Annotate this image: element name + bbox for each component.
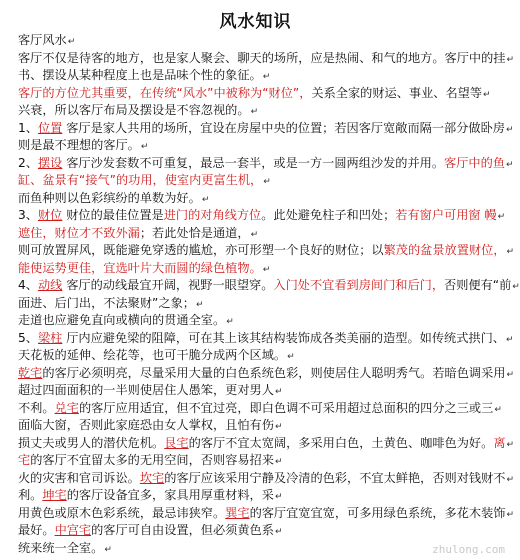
paragraph-mark-icon: ↵ — [506, 54, 515, 65]
body-text: 的客厅应该采用宁静及冷清的色彩，不宜太鲜艳，否则对钱财不 — [164, 470, 506, 485]
paragraph-mark-icon: ↵ — [505, 124, 514, 135]
body-text: 的客厅必须明亮，尽量采用大量的白色系统色彩，则使居住人聪明秀气。若暗色调采用 — [42, 365, 506, 380]
highlight-text: 宅 — [18, 453, 31, 467]
paragraph-mark-icon: ↵ — [505, 159, 514, 170]
text-line — [18, 155, 514, 173]
body-text: 不利。 — [18, 400, 55, 415]
body-text: 面进、后门出，不法聚财”之象； — [18, 295, 195, 310]
highlight-text: 乾宅 — [18, 365, 43, 380]
paragraph-mark-icon: ↵ — [201, 194, 210, 205]
body-text: 的客厅不宜太宽阔，多采用白色，土黄色、咖啡色为好。 — [188, 435, 494, 450]
body-text: 4、 — [18, 278, 38, 292]
paragraph-mark-icon: ↵ — [250, 107, 259, 117]
paragraph-mark-icon: ↵ — [67, 37, 76, 47]
highlight-text: 入门处不宜看到房间门和后门， — [273, 278, 445, 292]
body-text: 的客厅可自由设置，但必须黄色系 — [91, 523, 274, 537]
paragraph-mark-icon: ↵ — [505, 334, 514, 345]
paragraph-mark-icon: ↵ — [140, 142, 149, 152]
paragraph-mark-icon: ↵ — [250, 229, 259, 240]
highlight-text: 繁茂的盆景放置财位， — [383, 243, 506, 257]
highlight-text: 客厅中的鱼 — [444, 155, 505, 170]
text-line — [18, 418, 508, 435]
text-line — [18, 453, 508, 470]
highlight-text: 客厅的方位尤其重要，在传统“风水”中被称为“财位”， — [18, 85, 312, 100]
text-line — [18, 243, 515, 260]
paragraph-mark-icon: ↵ — [506, 439, 515, 450]
watermark: zhulong.com — [432, 543, 505, 556]
body-text: 用黄色或原木色彩系统，最忌讳狭窄。 — [18, 505, 226, 520]
body-text: 1、 — [18, 120, 38, 135]
text-line — [18, 50, 515, 68]
text-line — [18, 86, 508, 103]
body-text: 则可放置屏风，既能避免穿透的尴尬，亦可形塑一个良好的财位；以 — [18, 243, 384, 257]
body-text: ；若此处恰是通道， — [139, 225, 250, 240]
text-line — [18, 278, 520, 295]
paragraph-mark-icon: ↵ — [274, 492, 283, 502]
body-text: 2、 — [18, 155, 38, 170]
body-text: 利。 — [18, 488, 43, 502]
body-text: 火的灾害和官司诉讼。 — [18, 470, 140, 485]
paragraph-mark-icon: ↵ — [262, 72, 271, 82]
highlight-text: 坎宅 — [139, 470, 165, 485]
text-line — [18, 365, 515, 383]
highlight-text: 若有窗户可用窗 幔 — [395, 208, 497, 222]
highlight-text: 遮住，财位才不致外漏 — [18, 225, 140, 240]
highlight-text: 动线 — [37, 278, 63, 292]
body-text: 3、 — [18, 208, 38, 222]
body-text: 客厅风水 — [18, 33, 67, 47]
body-text: 5、 — [18, 330, 38, 345]
paragraph-mark-icon: ↵ — [483, 89, 491, 100]
highlight-text: 梁柱 — [37, 330, 63, 345]
text-line — [18, 226, 508, 243]
body-text: 否则便有“前 — [444, 278, 512, 292]
body-text: 的客厅宜宽宜宽，可多用绿色系统，多花木装饰 — [249, 505, 506, 520]
text-line — [18, 523, 508, 540]
text-line — [18, 120, 514, 138]
paragraph-mark-icon: ↵ — [506, 369, 515, 380]
paragraph-mark-icon: ↵ — [506, 509, 515, 520]
body-text: 的客厅应用适宜，但不宜过亮，即白色调不可采用超过总面积的四分之三或三 — [78, 400, 494, 415]
paragraph-mark-icon: ↵ — [506, 247, 515, 257]
paragraph-mark-icon: ↵ — [506, 474, 515, 485]
text-line — [18, 191, 508, 208]
text-line — [18, 435, 515, 453]
highlight-text: 巽宅 — [225, 505, 250, 520]
text-line — [18, 348, 508, 365]
body-text: 客厅是家人共用的场所，宜设在房屋中央的位置；若因客厅宽敞而隔一部分做卧房 — [62, 120, 505, 135]
body-text: 客厅不仅是待客的地方，也是家人聚会、聊天的场所，应是热闹、和气的地方。客厅中的挂 — [18, 50, 506, 65]
text-line — [18, 505, 515, 523]
text-line — [18, 103, 508, 120]
body-text: 。此处避免柱子和凹处； — [261, 208, 396, 222]
text-line — [18, 488, 508, 505]
body-text: 最好。 — [18, 523, 55, 537]
text-line — [18, 138, 508, 155]
text-line — [18, 68, 508, 85]
body-text: 厅内应避免梁的阻障，可在其上该其结构装饰成各类美丽的造型。如传统式拱门、 — [62, 330, 505, 345]
body-text: 面临大窗，否则此家庭恐由女人掌权，且怕有伤 — [18, 418, 274, 432]
highlight-text: 财位 — [37, 208, 63, 222]
paragraph-mark-icon: ↵ — [263, 177, 271, 187]
text-line — [18, 470, 515, 488]
page-title: 风水知识 — [219, 12, 292, 32]
text-line — [18, 208, 508, 225]
highlight-text: 进门的对角线方位 — [163, 208, 262, 222]
body-text: 走道也应避免直向或横向的贯通全室。 — [18, 313, 226, 327]
highlight-text: 坤宅 — [42, 488, 67, 502]
highlight-text: 位置 — [37, 120, 63, 135]
paragraph-mark-icon: ↵ — [226, 317, 234, 327]
text-line — [18, 261, 508, 278]
paragraph-mark-icon: ↵ — [104, 544, 112, 555]
body-text: 兴衰，所以客厅布局及摆设是不容忽视的。 — [18, 103, 250, 117]
body-text: 财位的最佳位置是 — [62, 208, 164, 222]
body-text: 书、摆设从某种程度上也是品味个性的象征。 — [18, 68, 262, 82]
body-text: 超过四面面积的一半则使居住人愚笨，更对男人 — [18, 383, 274, 397]
text-line — [18, 313, 508, 330]
paragraph-mark-icon: ↵ — [287, 352, 295, 362]
text-line — [18, 383, 508, 400]
highlight-text: 兑宅 — [54, 400, 79, 415]
paragraph-mark-icon: ↵ — [274, 457, 283, 467]
text-line — [18, 330, 514, 348]
highlight-text: 中宫宅 — [54, 523, 92, 537]
body-text: 损丈夫或男人的潜伏危机。 — [18, 435, 165, 450]
text-line — [18, 33, 508, 50]
highlight-text: 缸、盆景有“接气”的功用，使室内更富生机， — [18, 173, 263, 187]
highlight-text: 离 — [493, 435, 506, 450]
highlight-text: 摆设 — [37, 155, 63, 170]
paragraph-mark-icon: ↵ — [195, 299, 204, 310]
highlight-text: 能使运势更佳，宜选叶片大而圆的绿色植物。 — [18, 260, 262, 275]
highlight-text: 艮宅 — [164, 435, 189, 450]
paragraph-mark-icon: ↵ — [262, 264, 271, 275]
paragraph-mark-icon: ↵ — [497, 212, 506, 222]
paragraph-mark-icon: ↵ — [274, 422, 283, 432]
paragraph-mark-icon: ↵ — [494, 404, 502, 415]
text-line — [18, 296, 508, 313]
body-text: 而鱼种则以色彩缤纷的单数为好。 — [18, 190, 201, 205]
paragraph-mark-icon: ↵ — [274, 527, 283, 537]
paragraph-mark-icon: ↵ — [512, 282, 520, 292]
text-line — [18, 173, 508, 190]
text-line — [18, 401, 508, 418]
body-text: 天花板的延伸、绘花等，也可干脆分成两个区域。 — [18, 348, 287, 362]
body-text: 的客厅设备宜多，家具用厚重材料，采 — [66, 488, 274, 502]
body-text: 的客厅不宜留太多的无用空间，否则容易招来 — [30, 453, 274, 467]
body-text: 客厅的动线最宜开阔，视野一眼望穿。 — [62, 278, 274, 292]
body-text: 客厅沙发套数不可重复，最忌一套半，或是一方一圆两组沙发的并用。 — [62, 155, 445, 170]
body-text: 统来统一全室。 — [18, 540, 104, 555]
body-text: 关系全家的财运、事业、名望等 — [311, 85, 483, 100]
body-text: 则是最不理想的客厅。 — [18, 138, 140, 152]
paragraph-mark-icon: ↵ — [274, 387, 283, 397]
